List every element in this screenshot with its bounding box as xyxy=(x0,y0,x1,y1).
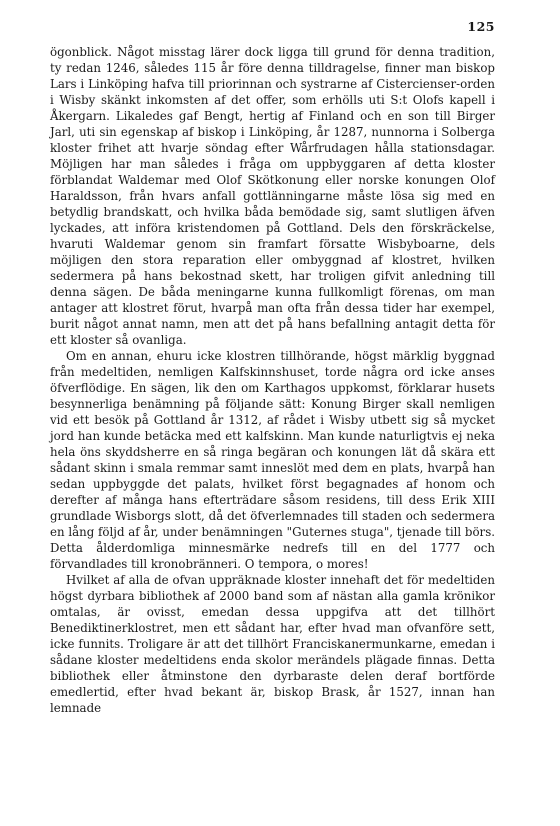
paragraph-3: Hvilket af alla de ofvan uppräknade kloster innehaft det för medeltiden högst dyrbara bibliothek af 2000 band som af nästan alla gamla krönikor omtalas, är ovisst, emedan dessa uppgifva att det tillhört Benediktinerklostret, men ett sådant har, efter hvad man ofvanföre sett, icke funnits. Troligare är att det tillhört Franciskanermunkarne, emedan i sådane kloster medeltidens enda skolor merändels plägade finnas. Detta bibliothek eller åtminstone den dyrbaraste delen deraf bortförde emedlertid, efter hvad bekant är, biskop Brask, år 1527, innan han lemnade xyxy=(50,573,495,715)
book-page xyxy=(50,18,495,716)
paragraph-1: ögonblick. Något misstag lärer dock ligga till grund för denna tradition, ty redan 1246, således 115 år före denna tilldragelse, finner man biskop Lars i Linköping hafva till priorinnan och systrarne af Cistercienser-orden i Wisby skänkt inkomsten af det offer, som erhölls uti S:t Olofs kapell i Åkergarn. Likaledes gaf Bengt, hertig af Finland och en son till Birger Jarl, uti sin egenskap af biskop i Linköping, år 1287, nunnorna i Solberga kloster frihet att hvarje söndag efter Wårfrudagen hålla stationsdagar. Möjligen har man således i fråga om uppbyggaren af detta kloster förblandat Waldemar med Olof Skötkonung eller norske konungen Olof Haraldsson, från hvars anfall gottlänningarne måste lösa sig med en betydlig brandskatt, och hvilka båda bemödade sig, samt slutligen äfven lyckades, att införa kristendomen på Gottland. Dels den förskräckelse, hvaruti Waldemar genom sin framfart försatte Wisbyboarne, dels möjligen den stora reparation eller ombyggnad af klostret, hvilken sedermera på hans bekostnad skett, har troligen gifvit anledning till denna sägen. De båda meningarne kunna fullkomligt förenas, om man antager att klostret förut, hvarpå man ofta från dessa tider har exempel, burit något annat namn, men att det på hans befallning antagit detta för ett kloster så ovanliga. xyxy=(50,45,495,347)
body-text xyxy=(50,44,495,716)
paragraph-2: Om en annan, ehuru icke klostren tillhörande, högst märklig byggnad från medeltiden, nemligen Kalfskinnshuset, torde några ord icke anses öfverflödige. En sägen, lik den om Karthagos uppkomst, förklarar husets besynnerliga benämning på följande sätt: Konung Birger skall nemligen vid ett besök på Gottland år 1312, af rådet i Wisby utbett sig så mycket jord han kunde betäcka med ett kalfskinn. Man kunde naturligtvis ej neka hela öns skyddsherre en så ringa begäran och konungen lät då skära ett sådant skinn i smala remmar samt inneslöt med dem en plats, hvarpå han sedan uppbyggde det palats, hvilket först begagnades af honom och derefter af många hans efterträdare såsom residens, till dess Erik XIII grundlade Wisborgs slott, då det öfverlemnades till staden och sedermera en lång följd af år, under benämningen "Guternes stuga", tjenade till börs. Detta ålderdomliga minnesmärke nedrefs till en del 1777 och förvandlades till kronobränneri. O tempora, o mores! xyxy=(50,349,495,571)
page-number: 125 xyxy=(467,19,495,34)
